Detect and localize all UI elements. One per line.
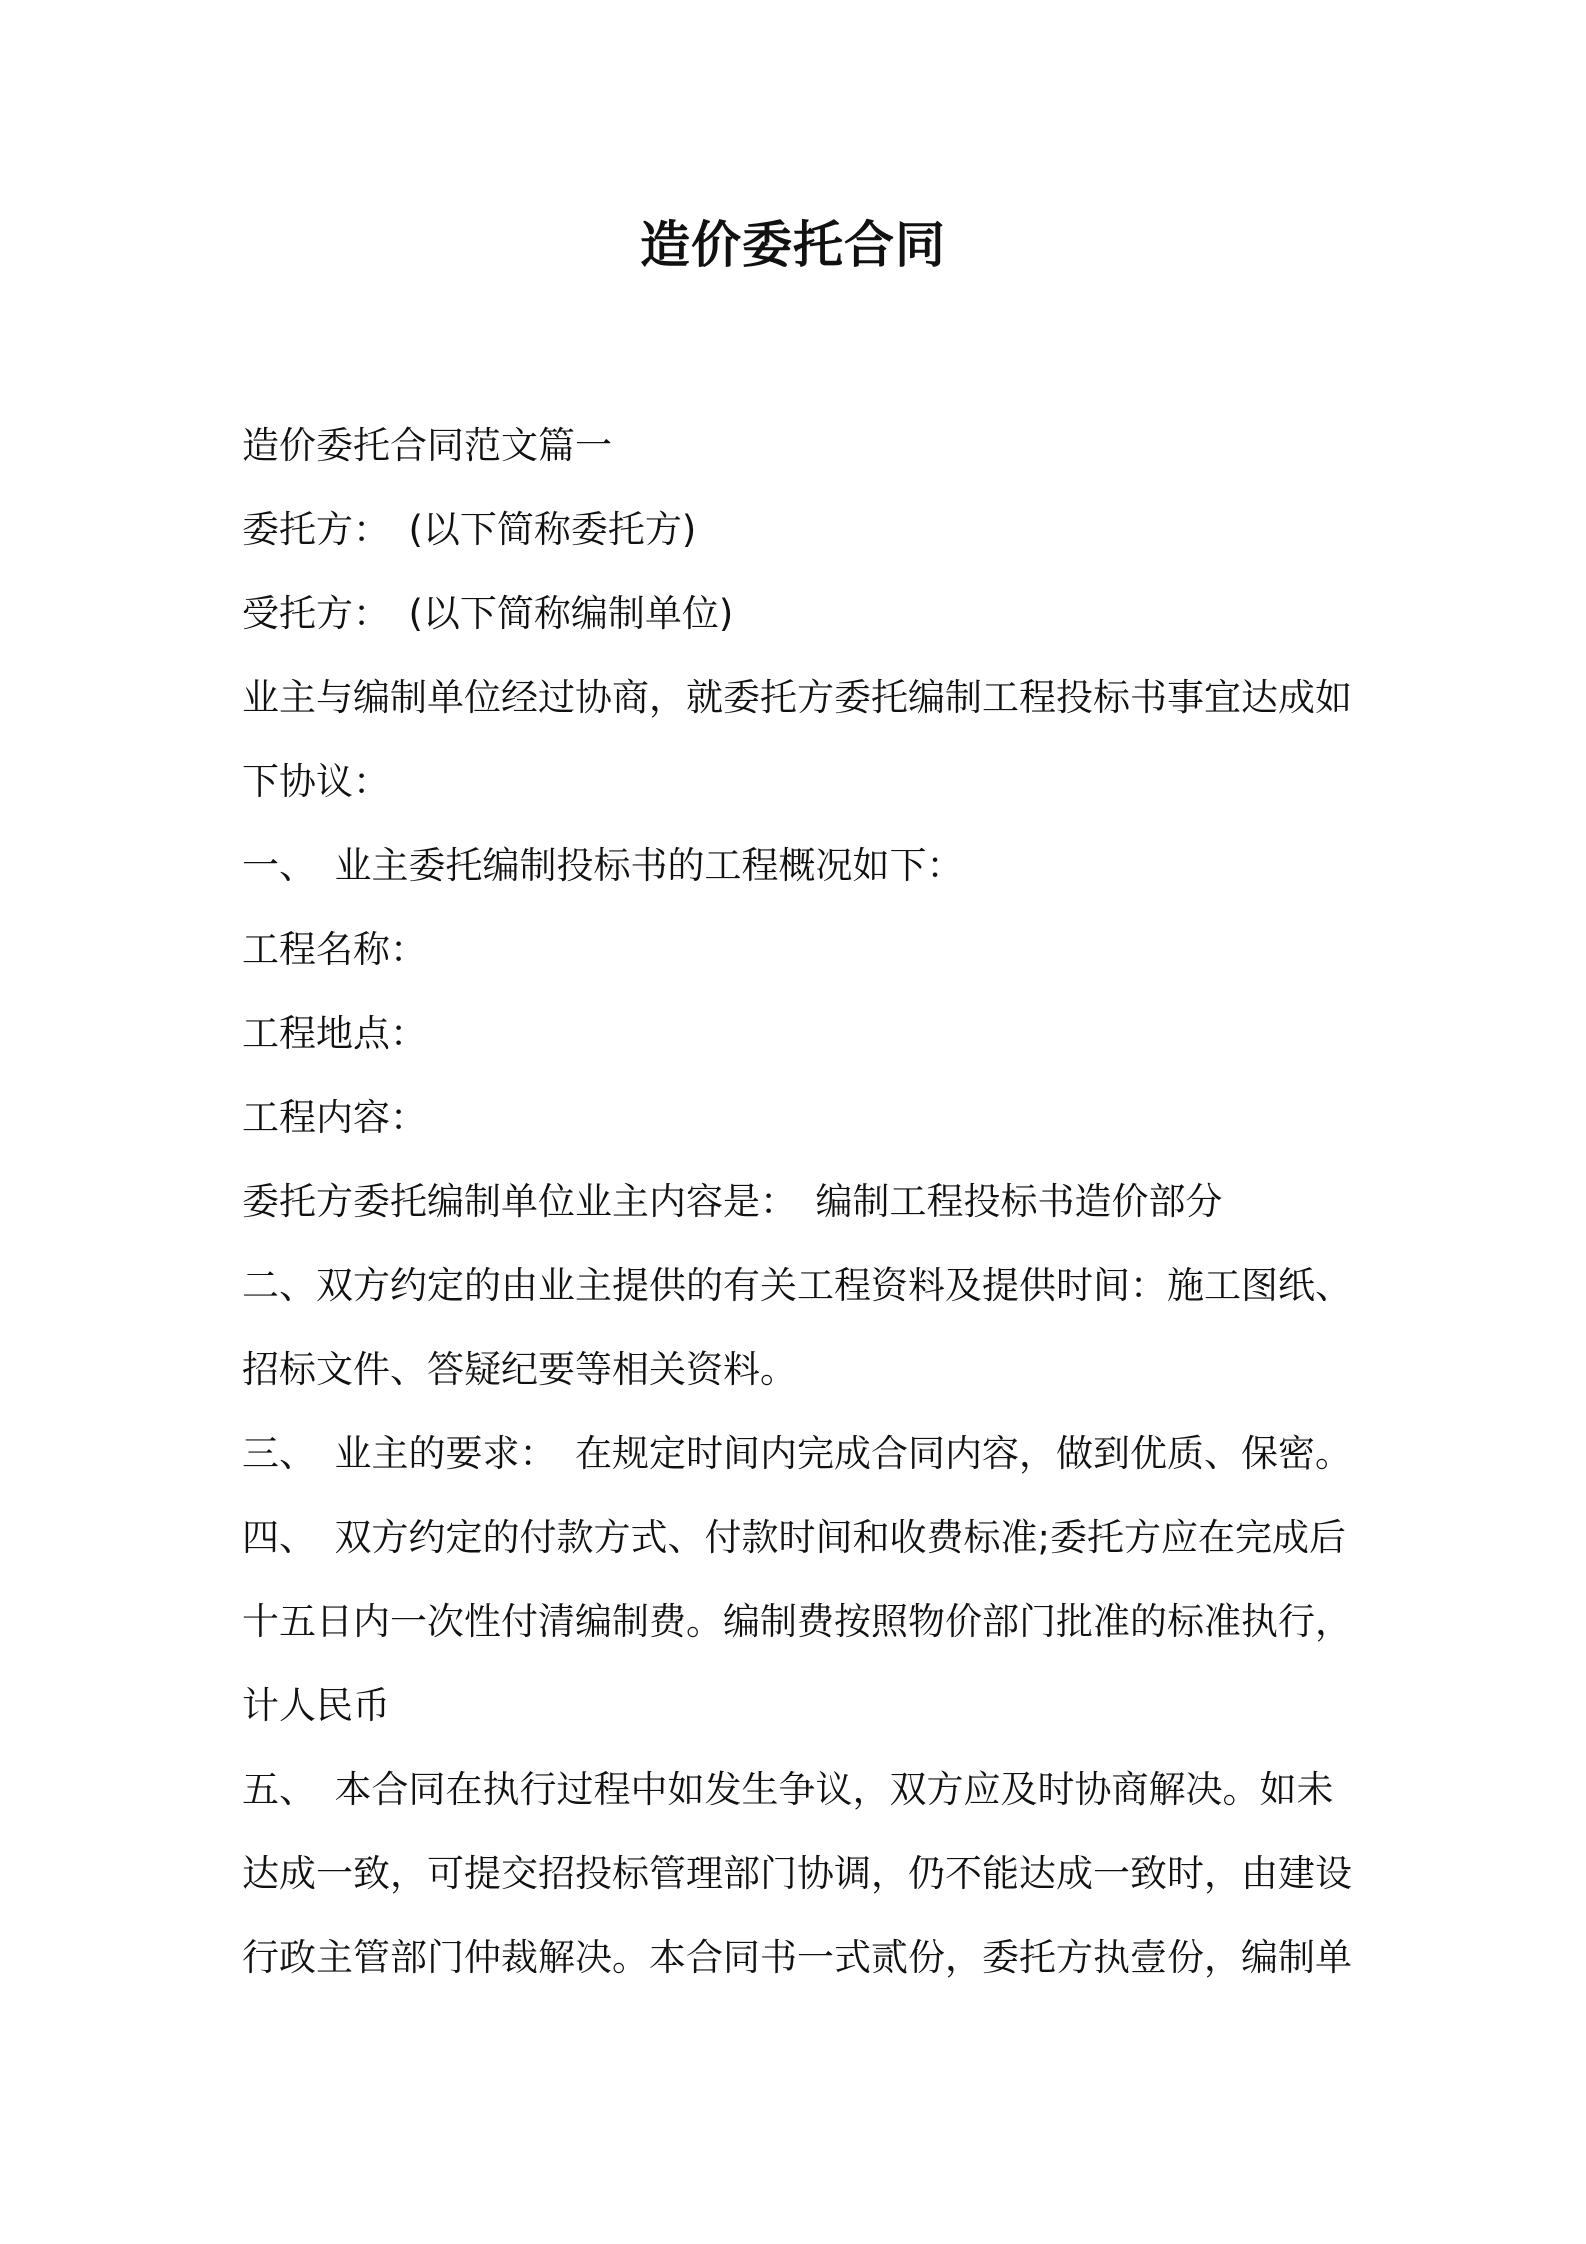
paragraph-line: 达成一致，可提交招投标管理部门协调，仍不能达成一致时，由建设 — [242, 1852, 1352, 1895]
document-body — [242, 404, 1362, 2000]
paragraph-line: 十五日内一次性付清编制费。编制费按照物价部门批准的标准执行， — [242, 1600, 1352, 1643]
paragraph-line: 行政主管部门仲裁解决。本合同书一式贰份，委托方执壹份，编制单 — [242, 1936, 1352, 1979]
paragraph-line: 三、 业主的要求： 在规定时间内完成合同内容，做到优质、保密。 — [242, 1432, 1352, 1475]
paragraph-line: 委托方： (以下简称委托方) — [242, 508, 697, 551]
paragraph-line: 二、双方约定的由业主提供的有关工程资料及提供时间：施工图纸、 — [242, 1264, 1352, 1307]
paragraph-line: 业主与编制单位经过协商，就委托方委托编制工程投标书事宜达成如 — [242, 676, 1352, 719]
paragraph-line: 委托方委托编制单位业主内容是： 编制工程投标书造价部分 — [242, 1180, 1223, 1223]
paragraph-line: 四、 双方约定的付款方式、付款时间和收费标准;委托方应在完成后 — [242, 1516, 1346, 1559]
paragraph-line: 招标文件、答疑纪要等相关资料。 — [242, 1348, 797, 1391]
paragraph-line: 造价委托合同范文篇一 — [242, 424, 612, 467]
paragraph-line: 工程内容： — [242, 1096, 427, 1139]
paragraph-line: 工程名称： — [242, 928, 427, 971]
document-title: 造价委托合同 — [640, 216, 946, 274]
paragraph-line: 工程地点： — [242, 1012, 427, 1055]
paragraph-line: 受托方： (以下简称编制单位) — [242, 592, 734, 635]
paragraph-line: 五、 本合同在执行过程中如发生争议，双方应及时协商解决。如未 — [242, 1768, 1334, 1811]
paragraph-line: 计人民币 — [242, 1684, 390, 1727]
paragraph-line: 下协议： — [242, 760, 390, 803]
paragraph-line: 一、 业主委托编制投标书的工程概况如下： — [242, 844, 964, 887]
